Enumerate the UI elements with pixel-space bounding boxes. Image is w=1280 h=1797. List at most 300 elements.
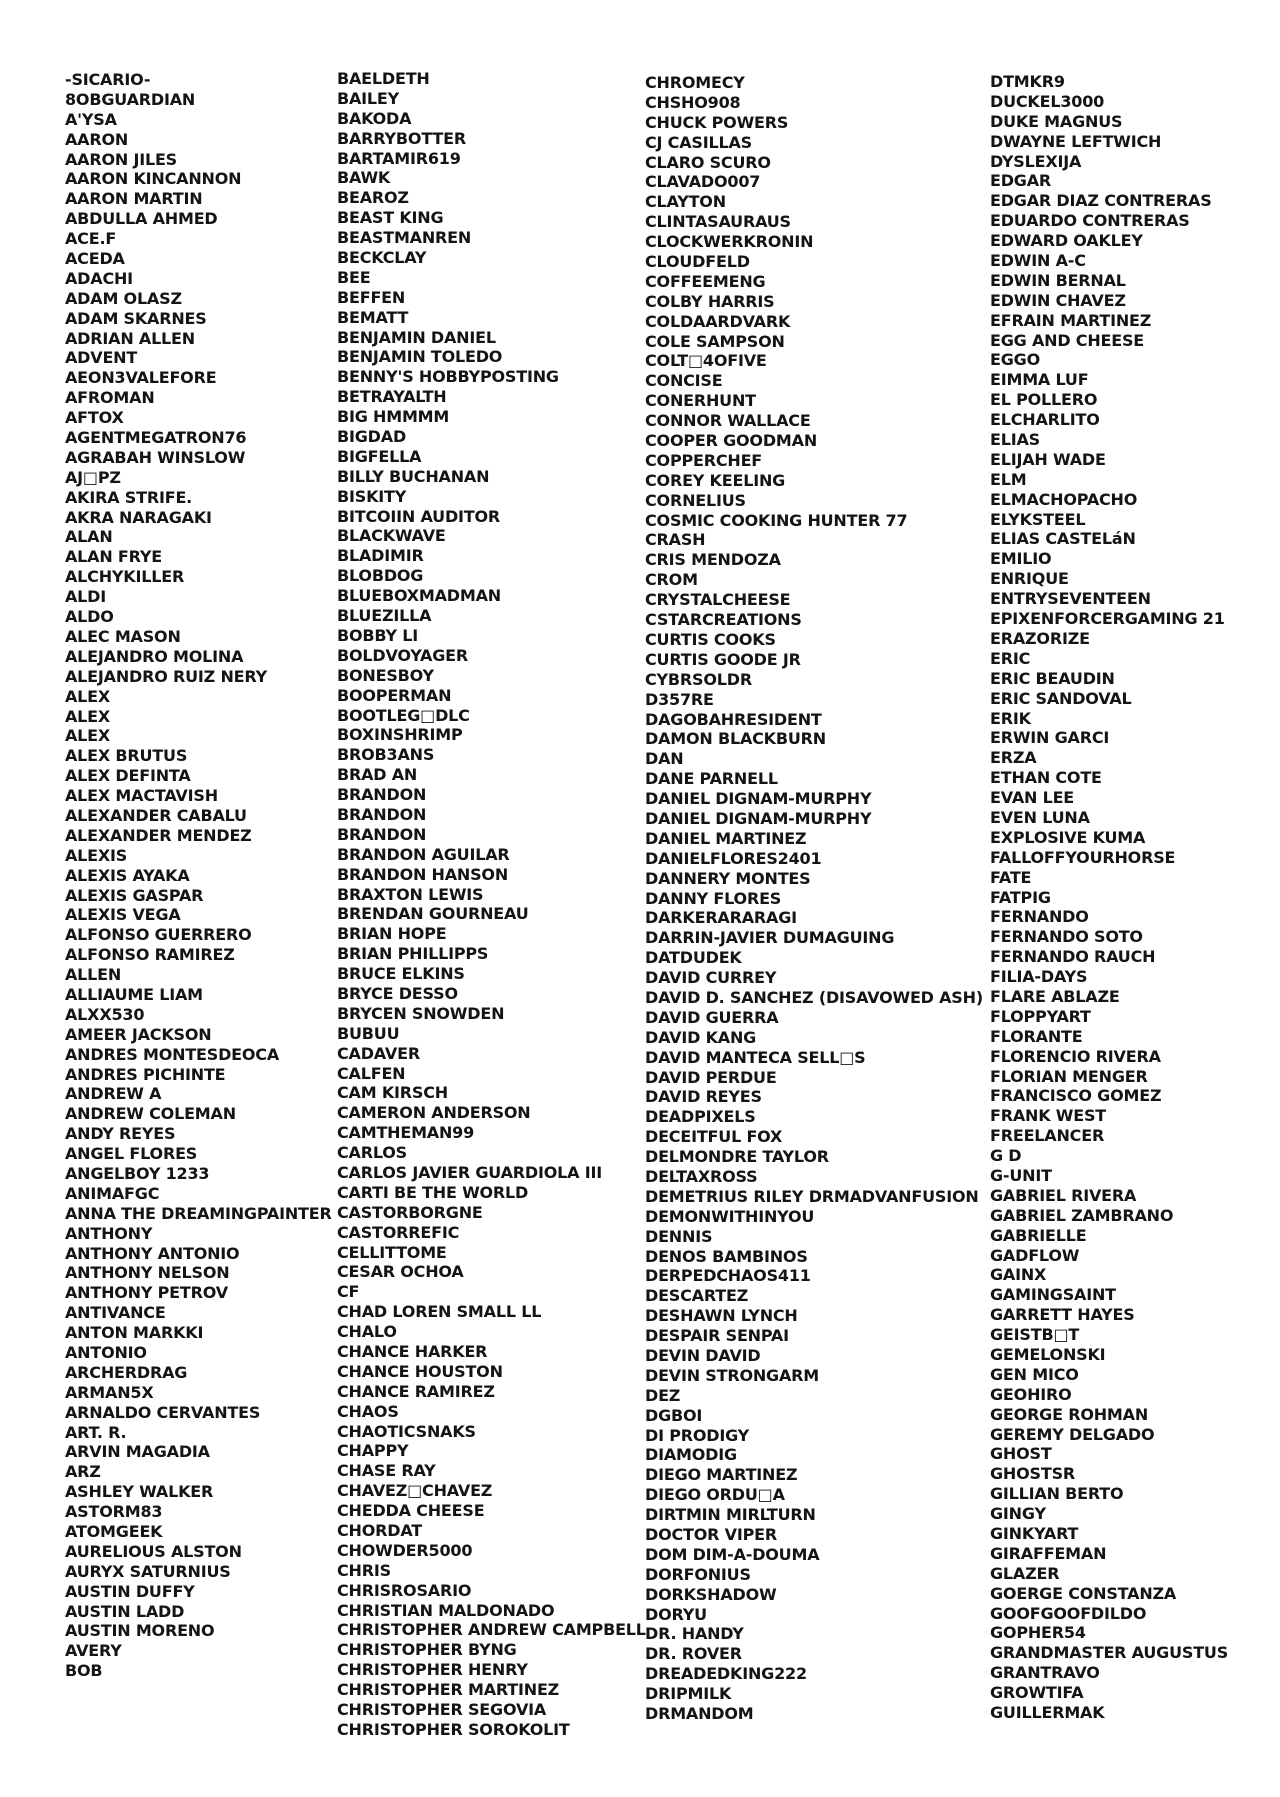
credit-name: FLORIAN MENGER <box>990 1066 1148 1086</box>
credit-name: DANIELFLORES2401 <box>645 848 822 868</box>
credit-name: GRANTRAVO <box>990 1663 1100 1683</box>
credit-name: ARCHERDRAG <box>65 1362 188 1382</box>
credit-name: BOOTLEG□DLC <box>337 705 470 725</box>
credit-name: ANGELBOY 1233 <box>65 1163 210 1183</box>
credit-name: EDGAR DIAZ CONTRERAS <box>990 191 1212 211</box>
credit-name: BRIAN PHILLIPPS <box>337 944 489 964</box>
credit-name: ELIJAH WADE <box>990 449 1106 469</box>
credit-name: BRAXTON LEWIS <box>337 884 484 904</box>
credit-name: CHROMECY <box>645 73 745 92</box>
credit-name: A'YSA <box>65 109 117 129</box>
credit-name: CLAYTON <box>645 192 726 212</box>
credit-name: GINGY <box>990 1504 1046 1524</box>
credit-name: DUKE MAGNUS <box>990 111 1123 131</box>
credit-name: AUSTIN MORENO <box>65 1621 215 1641</box>
credit-name: DAVID MANTECA SELL□S <box>645 1047 866 1067</box>
credit-name: ALEX DEFINTA <box>65 766 191 786</box>
credit-name: EDWIN CHAVEZ <box>990 290 1126 310</box>
credit-name: DEZ <box>645 1385 681 1405</box>
credit-name: DEMETRIUS RILEY DRMADVANFUSION <box>645 1186 979 1206</box>
credit-name: ANDRES MONTESDEOCA <box>65 1044 280 1064</box>
credit-name: CHRISTOPHER BYNG <box>337 1640 517 1660</box>
credit-name: BIGFELLA <box>337 446 422 466</box>
credit-name: ALEC MASON <box>65 626 181 646</box>
credit-name: CHRISROSARIO <box>337 1580 472 1600</box>
credit-name: DECEITFUL FOX <box>645 1127 783 1147</box>
credit-name: ALAN <box>65 527 113 547</box>
credit-name: ELM <box>990 469 1027 489</box>
credit-name: D357RE <box>645 689 714 709</box>
credit-name: CURTIS GOODE JR <box>645 649 801 669</box>
credit-name: GAINX <box>990 1265 1047 1285</box>
credit-name: ALFONSO GUERRERO <box>65 925 252 945</box>
credit-name: BRIAN HOPE <box>337 924 447 944</box>
credit-name: BLUEZILLA <box>337 606 432 626</box>
credit-name: BARRYBOTTER <box>337 128 466 148</box>
credit-name: ALLEN <box>65 965 122 985</box>
credit-name: CHAOTICSNAKS <box>337 1421 476 1441</box>
credit-name: EIMMA LUF <box>990 370 1089 390</box>
credit-name: CROM <box>645 570 698 590</box>
credit-name: ALXX530 <box>65 1004 145 1024</box>
credit-name: CONNOR WALLACE <box>645 411 811 431</box>
credit-name: CJ CASILLAS <box>645 132 752 152</box>
credit-name: CHRISTOPHER ANDREW CAMPBELL <box>337 1620 646 1640</box>
credit-name: ADAM OLASZ <box>65 288 182 308</box>
credit-name: DANNY FLORES <box>645 888 782 908</box>
credit-name: BAILEY <box>337 88 400 108</box>
credit-name: DR. HANDY <box>645 1624 744 1644</box>
credit-name: DATDUDEK <box>645 948 742 968</box>
credit-name: ADACHI <box>65 268 133 288</box>
credit-name: DELMONDRE TAYLOR <box>645 1147 829 1167</box>
credit-name: AURYX SATURNIUS <box>65 1561 231 1581</box>
credit-name: GEMELONSKI <box>990 1345 1106 1364</box>
credit-name: CHEDDA CHEESE <box>337 1501 485 1521</box>
credit-name: ALFONSO RAMIREZ <box>65 945 235 965</box>
credit-name: BOOPERMAN <box>337 685 452 705</box>
credit-name: EGG AND CHEESE <box>990 330 1145 350</box>
credit-name: GABRIELLE <box>990 1225 1087 1245</box>
credit-name: BETRAYALTH <box>337 387 447 407</box>
credit-name: DESPAIR SENPAI <box>645 1326 789 1346</box>
credit-name: ACE.F <box>65 229 117 249</box>
credit-name: CHRISTOPHER HENRY <box>337 1660 528 1680</box>
credit-name: AFTOX <box>65 408 124 428</box>
credit-name: EDWARD OAKLEY <box>990 231 1143 251</box>
credit-name: BEAROZ <box>337 188 409 208</box>
credit-name: DEADPIXELS <box>645 1107 756 1127</box>
credit-name: ALDO <box>65 607 114 627</box>
credit-name: ALEXANDER MENDEZ <box>65 825 252 845</box>
credit-name: FALLOFFYOURHORSE <box>990 847 1176 867</box>
credit-name: GABRIEL ZAMBRANO <box>990 1205 1174 1225</box>
credit-name: EPIXENFORCERGAMING 21 <box>990 609 1225 629</box>
credit-name: CYBRSOLDR <box>645 669 752 689</box>
credit-name: CASTORBORGNE <box>337 1202 483 1222</box>
credit-name: -SICARIO- <box>65 70 151 89</box>
credit-name: ABDULLA AHMED <box>65 209 218 229</box>
credit-name: ELYKSTEEL <box>990 509 1086 529</box>
credit-name: GOERGE CONSTANZA <box>990 1583 1177 1603</box>
credit-name: DARKERARARAGI <box>645 908 797 928</box>
credit-name: ATOMGEEK <box>65 1522 163 1542</box>
credit-name: DARRIN-JAVIER DUMAGUING <box>645 928 895 948</box>
credit-name: DIEGO ORDU□A <box>645 1485 785 1505</box>
credit-name: COLDAARDVARK <box>645 311 791 331</box>
credit-name: ACEDA <box>65 249 125 269</box>
credit-name: DAVID GUERRA <box>645 1007 779 1027</box>
credit-name: EGGO <box>990 350 1040 370</box>
credit-name: GOOFGOOFDILDO <box>990 1603 1147 1623</box>
credit-name: CHUCK POWERS <box>645 112 789 132</box>
credit-name: CHAD LOREN SMALL LL <box>337 1302 542 1322</box>
credit-name: BECKCLAY <box>337 248 427 268</box>
credit-name: CAMTHEMAN99 <box>337 1123 475 1143</box>
credit-name: GIRAFFEMAN <box>990 1543 1107 1563</box>
credit-name: CASTORREFIC <box>337 1222 460 1242</box>
credit-name: BLOBDOG <box>337 566 424 586</box>
credit-name: COSMIC COOKING HUNTER 77 <box>645 510 908 530</box>
credit-name: BRAD AN <box>337 765 418 785</box>
credit-name: CELLITTOME <box>337 1242 447 1262</box>
credit-name: EVAN LEE <box>990 788 1075 808</box>
credit-name: DEVIN STRONGARM <box>645 1365 820 1385</box>
credit-name: DANNERY MONTES <box>645 868 811 888</box>
credit-name: DWAYNE LEFTWICH <box>990 131 1162 151</box>
credit-name: FERNANDO SOTO <box>990 927 1143 947</box>
credit-name: CARLOS <box>337 1143 407 1163</box>
credit-name: CARTI BE THE WORLD <box>337 1182 529 1202</box>
credit-name: DENNIS <box>645 1226 713 1246</box>
credit-name: EFRAIN MARTINEZ <box>990 310 1152 330</box>
credit-name: BAWK <box>337 168 391 188</box>
credit-name: GARRETT HAYES <box>990 1305 1135 1325</box>
credit-name: DORYU <box>645 1604 707 1624</box>
credit-name: BRENDAN GOURNEAU <box>337 904 529 924</box>
credit-name: ADVENT <box>65 348 138 368</box>
credit-name: CORNELIUS <box>645 490 746 510</box>
credit-name: CHRISTIAN MALDONADO <box>337 1600 555 1620</box>
credit-name: EDGAR <box>990 171 1052 191</box>
credit-name: AURELIOUS ALSTON <box>65 1541 242 1561</box>
credit-name: CHANCE RAMIREZ <box>337 1381 495 1401</box>
credit-name: BRYCEN SNOWDEN <box>337 1003 505 1023</box>
credit-name: FERNANDO RAUCH <box>990 947 1156 967</box>
credit-name: GLAZER <box>990 1563 1060 1583</box>
credit-name: GUILLERMAK <box>990 1703 1105 1723</box>
credit-name: CALFEN <box>337 1063 406 1083</box>
credit-name: DAGOBAHRESIDENT <box>645 709 822 729</box>
credit-name: CURTIS COOKS <box>645 629 776 649</box>
credit-name: DREADEDKING222 <box>645 1664 807 1684</box>
credit-name: GABRIEL RIVERA <box>990 1185 1137 1205</box>
credit-name: BOXINSHRIMP <box>337 725 463 745</box>
credit-name: DANE PARNELL <box>645 769 778 789</box>
credit-name: COPPERCHEF <box>645 450 763 470</box>
credit-name: ANDREW A <box>65 1084 162 1104</box>
credit-name: ANDREW COLEMAN <box>65 1104 236 1124</box>
credit-name: ERIC BEAUDIN <box>990 668 1115 688</box>
credit-name: CSTARCREATIONS <box>645 610 802 630</box>
credit-name: AGENTMEGATRON76 <box>65 428 247 448</box>
credit-name: ERZA <box>990 748 1037 768</box>
credit-name: BEMATT <box>337 307 409 327</box>
credit-name: ERAZORIZE <box>990 628 1090 648</box>
credit-name: CLAVADO007 <box>645 172 761 192</box>
credit-name: ERWIN GARCI <box>990 728 1110 748</box>
credit-name: BRYCE DESSO <box>337 983 458 1003</box>
name-column-3 <box>645 73 983 1724</box>
credit-name: ANNA THE DREAMINGPAINTER <box>65 1203 332 1223</box>
credit-name: DANIEL MARTINEZ <box>645 828 807 848</box>
credit-name: ALDI <box>65 587 107 607</box>
credit-name: CF <box>337 1282 360 1302</box>
credit-name: CRYSTALCHEESE <box>645 590 791 610</box>
credit-name: AEON3VALEFORE <box>65 368 217 388</box>
credit-name: FATE <box>990 867 1032 887</box>
credit-name: AARON <box>65 129 129 149</box>
credit-name: COLE SAMPSON <box>645 331 785 351</box>
credit-name: DEVIN DAVID <box>645 1346 761 1365</box>
credit-name: GHOST <box>990 1444 1052 1464</box>
credit-name: ERIC <box>990 648 1031 668</box>
credit-name: BOBBY LI <box>337 625 419 645</box>
credit-name: DAVID KANG <box>645 1027 757 1047</box>
credit-name: AFROMAN <box>65 388 155 408</box>
credit-name: ANTHONY ANTONIO <box>65 1243 240 1263</box>
credit-name: AVERY <box>65 1641 122 1661</box>
credit-name: ADRIAN ALLEN <box>65 328 195 348</box>
credit-name: DAN <box>645 749 684 769</box>
credit-name: CADAVER <box>337 1043 420 1063</box>
credit-name: CLOCKWERKRONIN <box>645 232 814 252</box>
credit-name: CHANCE HOUSTON <box>337 1361 503 1381</box>
credit-name: GILLIAN BERTO <box>990 1484 1124 1504</box>
credit-name: GEISTB□T <box>990 1325 1080 1345</box>
credit-name: FRANK WEST <box>990 1106 1107 1126</box>
credit-name: ALLIAUME LIAM <box>65 984 203 1004</box>
credit-name: DENOS BAMBINOS <box>645 1246 808 1266</box>
credit-name: BLADIMIR <box>337 546 424 566</box>
credit-name: DOCTOR VIPER <box>645 1525 777 1545</box>
credit-name: CLARO SCURO <box>645 152 771 172</box>
credit-name: CHALO <box>337 1322 397 1342</box>
credit-name: ALAN FRYE <box>65 547 163 567</box>
credit-name: BRUCE ELKINS <box>337 964 465 984</box>
credit-name: DRMANDOM <box>645 1704 754 1724</box>
credit-name: CAMERON ANDERSON <box>337 1103 531 1123</box>
credit-name: GEREMY DELGADO <box>990 1424 1155 1444</box>
name-column-2 <box>337 69 646 1740</box>
credit-name: G D <box>990 1146 1022 1166</box>
credit-name: G-UNIT <box>990 1165 1052 1185</box>
credit-name: AARON MARTIN <box>65 189 203 209</box>
credit-name: DRIPMILK <box>645 1684 732 1704</box>
credit-name: GRANDMASTER AUGUSTUS <box>990 1643 1229 1663</box>
credit-name: DIEGO MARTINEZ <box>645 1465 798 1485</box>
credit-name: ERIC SANDOVAL <box>990 688 1132 708</box>
credit-name: ALEX <box>65 686 111 706</box>
credit-name: ELCHARLITO <box>990 410 1100 430</box>
credit-name: BRANDON <box>337 824 427 844</box>
credit-name: BITCOIIN AUDITOR <box>337 506 501 526</box>
credit-name: ELIAS <box>990 430 1040 450</box>
credit-name: ANTIVANCE <box>65 1303 166 1323</box>
credit-name: COREY KEELING <box>645 470 786 490</box>
credit-name: ALEXANDER CABALU <box>65 805 247 825</box>
credit-name: BROB3ANS <box>337 745 435 765</box>
credit-name: BEE <box>337 267 371 287</box>
credit-name: GADFLOW <box>990 1245 1080 1265</box>
credit-name: ANTHONY PETROV <box>65 1283 228 1303</box>
credit-name: BIG HMMMM <box>337 407 450 427</box>
credit-name: BRANDON HANSON <box>337 864 509 884</box>
credit-name: BEASTMANREN <box>337 228 472 248</box>
name-column-1 <box>65 70 332 1681</box>
credit-name: ERIK <box>990 708 1031 728</box>
credit-name: DAVID D. SANCHEZ (DISAVOWED ASH) <box>645 987 983 1007</box>
credit-name: FREELANCER <box>990 1126 1105 1146</box>
name-column-4 <box>990 72 1228 1723</box>
credit-name: ALEJANDRO MOLINA <box>65 646 244 666</box>
credit-name: CHRISTOPHER MARTINEZ <box>337 1680 560 1700</box>
credit-name: CAM KIRSCH <box>337 1083 448 1103</box>
credit-name: BLUEBOXMADMAN <box>337 586 501 606</box>
credit-name: BENNY'S HOBBYPOSTING <box>337 367 559 387</box>
credit-name: FERNANDO <box>990 907 1089 927</box>
credit-name: CHSHO908 <box>645 92 741 112</box>
credit-name: FLARE ABLAZE <box>990 986 1120 1006</box>
credit-name: CHRISTOPHER SEGOVIA <box>337 1700 547 1720</box>
credit-name: EMILIO <box>990 549 1052 569</box>
credit-name: EDWIN BERNAL <box>990 270 1126 290</box>
credit-name: BRANDON <box>337 804 427 824</box>
credit-name: CLINTASAURAUS <box>645 212 791 232</box>
credit-name: BONESBOY <box>337 665 434 685</box>
credit-name: ARNALDO CERVANTES <box>65 1402 261 1422</box>
credit-name: ANGEL FLORES <box>65 1144 198 1164</box>
credit-name: CHRIS <box>337 1560 391 1580</box>
credit-name: AUSTIN LADD <box>65 1601 185 1621</box>
credit-name: GHOSTSR <box>990 1464 1076 1484</box>
credit-name: EL POLLERO <box>990 390 1098 410</box>
credit-name: CESAR OCHOA <box>337 1262 464 1282</box>
credit-name: CHAPPY <box>337 1441 409 1461</box>
credit-name: ALEJANDRO RUIZ NERY <box>65 666 267 686</box>
credit-name: CHOWDER5000 <box>337 1540 473 1560</box>
credit-name: DELTAXROSS <box>645 1166 758 1186</box>
credit-name: GOPHER54 <box>990 1623 1086 1643</box>
credit-name: DIRTMIN MIRLTURN <box>645 1505 816 1525</box>
credit-name: DEMONWITHINYOU <box>645 1206 815 1226</box>
credit-name: EVEN LUNA <box>990 807 1090 827</box>
credit-name: CHRISTOPHER SOROKOLIT <box>337 1719 570 1739</box>
credit-name: ALCHYKILLER <box>65 567 185 587</box>
credit-name: AJ□PZ <box>65 467 121 487</box>
credit-name: EXPLOSIVE KUMA <box>990 827 1146 847</box>
credit-name: ENRIQUE <box>990 569 1069 589</box>
credit-name: BRANDON AGUILAR <box>337 844 510 864</box>
credit-name: BISKITY <box>337 486 407 506</box>
credit-name: GINKYART <box>990 1524 1079 1544</box>
credit-name: ART. R. <box>65 1422 127 1442</box>
credit-name: CHANCE HARKER <box>337 1342 488 1361</box>
credit-name: EDUARDO CONTRERAS <box>990 211 1190 231</box>
credit-name: DANIEL DIGNAM-MURPHY <box>645 789 872 809</box>
credit-name: ALEX MACTAVISH <box>65 786 218 806</box>
credit-name: ASHLEY WALKER <box>65 1482 214 1502</box>
credit-name: CHAOS <box>337 1401 399 1421</box>
credit-name: CLOUDFELD <box>645 252 750 272</box>
credit-name: BIGDAD <box>337 427 407 447</box>
credit-name: AKIRA STRIFE. <box>65 487 193 507</box>
credit-name: BEAST KING <box>337 208 444 228</box>
credit-name: ELMACHOPACHO <box>990 489 1138 509</box>
credit-name: DESCARTEZ <box>645 1286 749 1306</box>
credit-name: ETHAN COTE <box>990 768 1102 788</box>
credit-name: BOB <box>65 1661 103 1681</box>
credit-name: ADAM SKARNES <box>65 308 207 328</box>
credit-name: DTMKR9 <box>990 72 1065 91</box>
credit-name: DORFONIUS <box>645 1564 751 1584</box>
credit-name: FLORANTE <box>990 1026 1083 1046</box>
credit-name: AKRA NARAGAKI <box>65 507 212 527</box>
credit-name: ALEX BRUTUS <box>65 746 188 766</box>
credit-name: BUBUU <box>337 1023 400 1043</box>
credit-name: DAVID CURREY <box>645 968 777 988</box>
credit-name: 8OBGUARDIAN <box>65 89 196 109</box>
credit-name: AARON KINCANNON <box>65 169 242 189</box>
credit-name: ENTRYSEVENTEEN <box>990 589 1151 609</box>
credit-name: ANDY REYES <box>65 1124 176 1144</box>
credit-name: ANIMAFGC <box>65 1183 160 1203</box>
credit-name: CRASH <box>645 530 706 550</box>
credit-name: DUCKEL3000 <box>990 91 1105 111</box>
credit-name: CONCISE <box>645 371 723 391</box>
credit-name: ANTHONY <box>65 1223 153 1243</box>
credit-name: CHORDAT <box>337 1521 422 1541</box>
credit-name: ALEXIS VEGA <box>65 905 181 925</box>
credit-name: AARON JILES <box>65 149 178 169</box>
credit-name: CHAVEZ□CHAVEZ <box>337 1481 493 1501</box>
credit-name: BEFFEN <box>337 287 406 307</box>
credit-name: EDWIN A-C <box>990 251 1086 271</box>
credit-name: DAMON BLACKBURN <box>645 729 826 749</box>
credit-name: FILIA-DAYS <box>990 967 1088 987</box>
credit-name: CARLOS JAVIER GUARDIOLA III <box>337 1162 602 1182</box>
credit-name: DI PRODIGY <box>645 1425 750 1445</box>
credit-name: BENJAMIN TOLEDO <box>337 347 503 367</box>
credit-name: GROWTIFA <box>990 1683 1084 1703</box>
credit-name: AUSTIN DUFFY <box>65 1581 195 1601</box>
credit-name: COLBY HARRIS <box>645 291 775 311</box>
credit-name: DESHAWN LYNCH <box>645 1306 798 1326</box>
credit-name: DERPEDCHAOS411 <box>645 1266 811 1286</box>
credit-name: DIAMODIG <box>645 1445 737 1465</box>
credit-name: FLOPPYART <box>990 1006 1091 1026</box>
credit-name: DOM DIM-A-DOUMA <box>645 1544 820 1564</box>
credit-name: ARVIN MAGADIA <box>65 1442 210 1462</box>
credit-name: ANTON MARKKI <box>65 1323 204 1343</box>
credit-name: BLACKWAVE <box>337 526 446 546</box>
credit-name: COLT□4OFIVE <box>645 351 767 371</box>
credit-name: CONERHUNT <box>645 391 756 411</box>
credit-name: BAELDETH <box>337 69 430 88</box>
credit-name: BAKODA <box>337 108 412 128</box>
credit-name: BARTAMIR619 <box>337 148 461 168</box>
credit-name: ALEXIS <box>65 845 128 865</box>
